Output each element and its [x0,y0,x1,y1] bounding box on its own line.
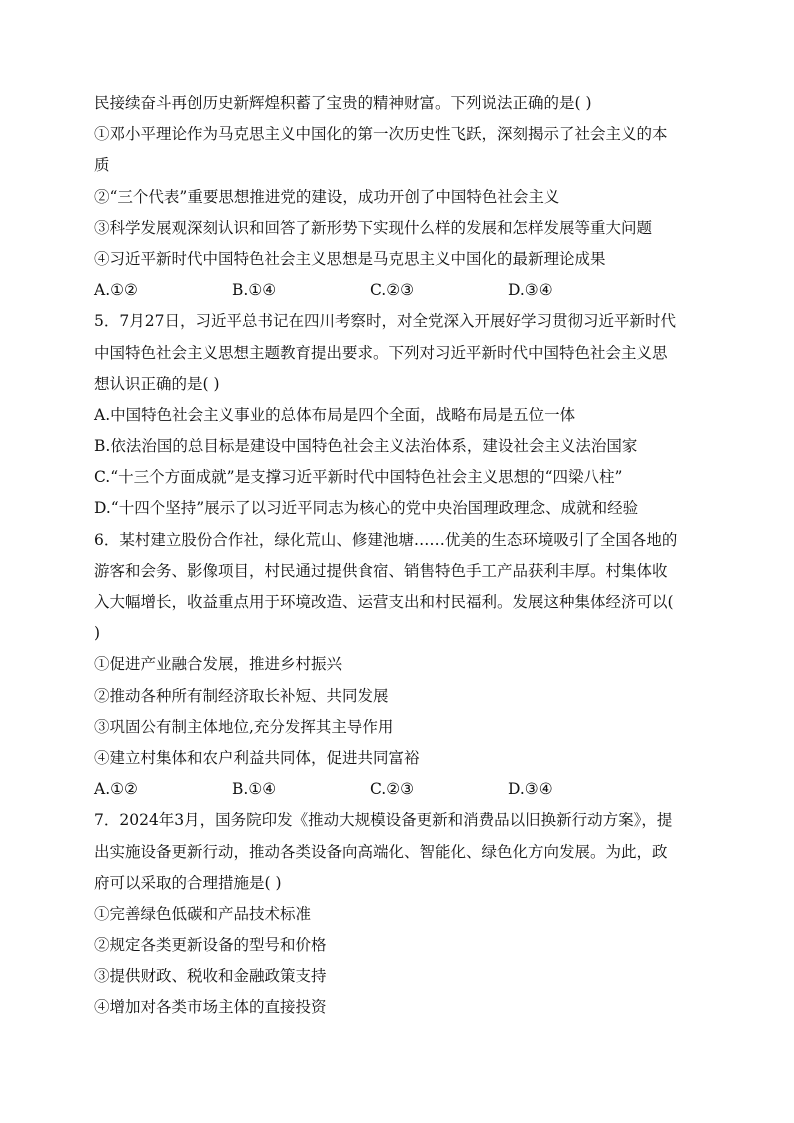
statement-item: 质 [94,156,110,175]
question-stem: 游客和会务、影像项目，村民通过提供食宿、销售特色手工产品获利丰厚。村集体收 [94,561,668,580]
statement-item: ①邓小平理论作为马克思主义中国化的第一次历史性飞跃，深刻揭示了社会主义的本 [94,125,668,144]
option-a: A.①② [94,780,138,799]
question-stem: ) [94,624,101,643]
option-d: D.③④ [508,780,553,799]
question-7 [94,805,698,1023]
question-5 [94,306,698,524]
question-6 [94,525,698,806]
question-stem: 民接续奋斗再创历史新辉煌积蓄了宝贵的精神财富。下列说法正确的是( ) [94,94,592,112]
option-b: B.①④ [232,281,277,300]
statement-item: ④增加对各类市场主体的直接投资 [94,998,327,1017]
statement-item: ③科学发展观深刻认识和回答了新形势下实现什么样的发展和怎样发展等重大问题 [94,218,653,237]
option-d: D.③④ [508,281,553,300]
statement-item: ①完善绿色低碳和产品技术标准 [94,904,312,923]
answer-options [94,774,698,805]
statement-item: ②“三个代表”重要思想推进党的建设，成功开创了中国特色社会主义 [94,187,560,206]
question-stem: 入大幅增长，收益重点用于环境改造、运营支出和村民福利。发展这种集体经济可以( [94,593,674,611]
option-c: C.②③ [370,780,415,799]
question-stem: 7．2024年3月，国务院印发《推动大规模设备更新和消费品以旧换新行动方案》，提 [94,811,673,830]
choice-a: A.中国特色社会主义事业的总体布局是四个全面，战略布局是五位一体 [94,405,576,424]
option-c: C.②③ [370,281,415,300]
statement-item: ④习近平新时代中国特色社会主义思想是马克思主义中国化的最新理论成果 [94,249,606,268]
statement-item: ②规定各类更新设备的型号和价格 [94,936,327,955]
question-stem: 6．某村建立股份合作社，绿化荒山、修建池塘……优美的生态环境吸引了全国各地的 [94,530,678,549]
question-stem: 出实施设备更新行动，推动各类设备向高端化、智能化、绿色化方向发展。为此，政 [94,842,668,861]
question-stem: 想认识正确的是( ) [94,374,220,393]
question-stem: 5．7月27日，习近平总书记在四川考察时，对全党深入开展好学习贯彻习近平新时代 [94,312,676,331]
statement-item: ①促进产业融合发展，推进乡村振兴 [94,655,343,674]
option-b: B.①④ [232,780,277,799]
statement-item: ④建立村集体和农户利益共同体，促进共同富裕 [94,748,420,767]
choice-c: C.“十三个方面成就”是支撑习近平新时代中国特色社会主义思想的“四梁八柱” [94,468,623,487]
choice-b: B.依法治国的总目标是建设中国特色社会主义法治体系，建设社会主义法治国家 [94,437,638,456]
statement-item: ③提供财政、税收和金融政策支持 [94,967,327,986]
question-stem: 中国特色社会主义思想主题教育提出要求。下列对习近平新时代中国特色社会主义思 [94,343,668,362]
option-a: A.①② [94,281,138,300]
question-stem: 府可以采取的合理措施是( ) [94,873,282,892]
choice-d: D.“十四个坚持”展示了以习近平同志为核心的党中央治国理政理念、成就和经验 [94,499,639,518]
statement-item: ③巩固公有制主体地位,充分发挥其主导作用 [94,717,394,736]
answer-options [94,275,698,306]
exam-page [94,88,698,1024]
statement-item: ②推动各种所有制经济取长补短、共同发展 [94,686,389,705]
question-4 [94,88,698,306]
